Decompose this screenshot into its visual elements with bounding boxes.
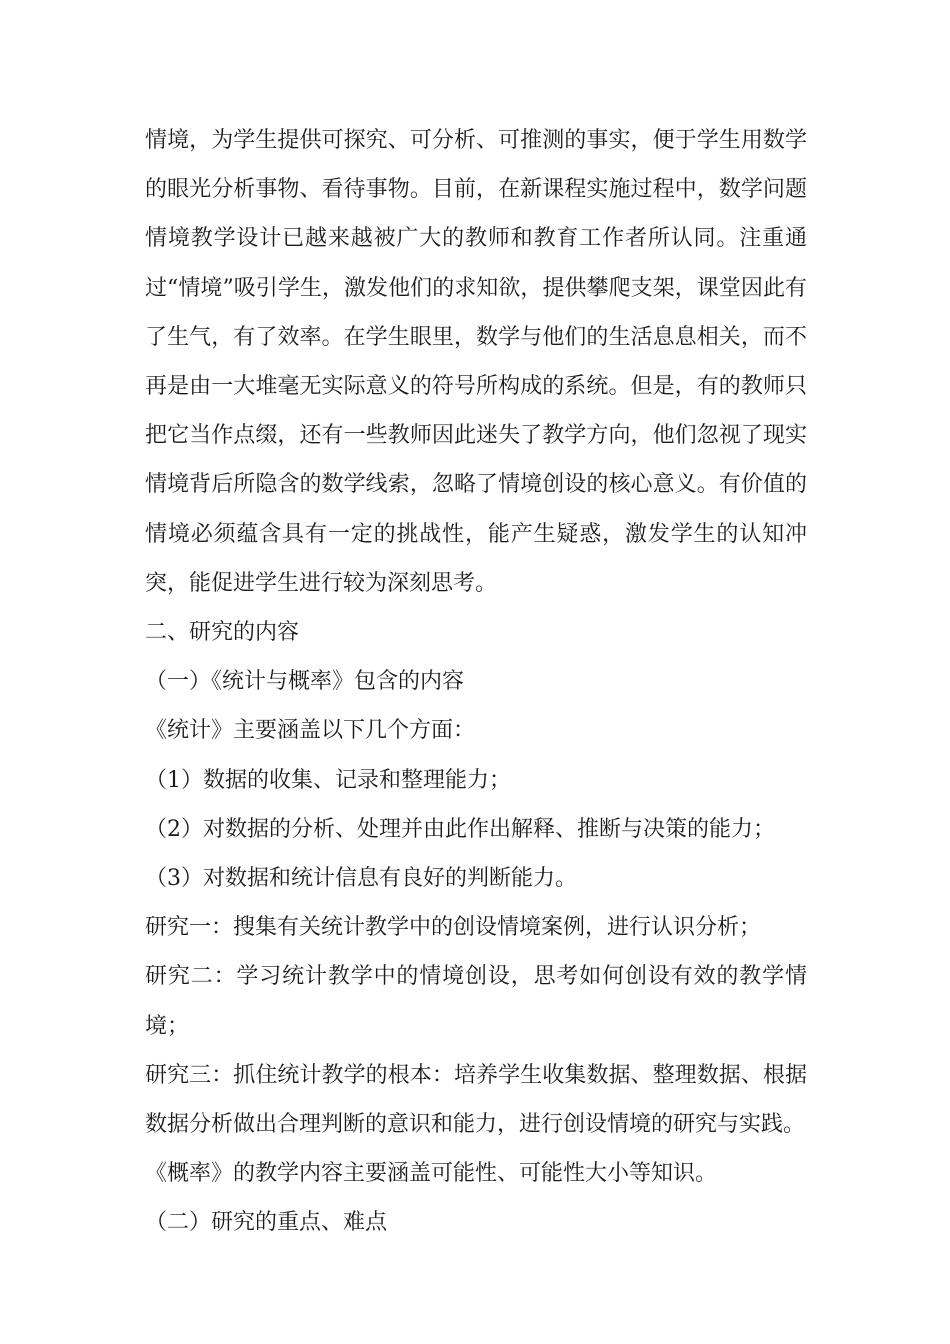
intro-paragraph: 情境，为学生提供可探究、可分析、可推测的事实，便于学生用数学的眼光分析事物、看待事物。目前，在新课程实施过程中，数学问题情境教学设计已越来越被广大的教师和教育工作者所认同。注重通过“情境”吸引学生，激发他们的求知欲，提供攀爬支架，课堂因此有了生气，有了效率。在学生眼里，数学与他们的生活息息相关，而不再是由一大堆毫无实际意义的符号所构成的系统。但是，有的教师只把它当作点缀，还有一些教师因此迷失了教学方向，他们忽视了现实情境背后所隐含的数学线索，忽略了情境创设的核心意义。有价值的情境必须蕴含具有一定的挑战性，能产生疑惑，激发学生的认知冲突，能促进学生进行较为深刻思考。 [145, 128, 807, 596]
stats-item-3: （3）对数据和统计信息有良好的判断能力。 [145, 866, 577, 892]
document-body [145, 116, 807, 1248]
stats-intro: 《统计》主要涵盖以下几个方面： [145, 718, 476, 744]
subsection-heading-1: （一）《统计与概率》包含的内容 [145, 669, 465, 695]
stats-item-2: （2）对数据的分析、处理并由此作出解释、推断与决策的能力； [145, 816, 775, 842]
subsection-heading-2: （二）研究的重点、难点 [145, 1210, 388, 1236]
research-item-3: 研究三：抓住统计教学的根本：培养学生收集数据、整理数据、根据数据分析做出合理判断的意识和能力，进行创设情境的研究与实践。 [145, 1062, 807, 1138]
probability-intro: 《概率》的教学内容主要涵盖可能性、可能性大小等知识。 [145, 1161, 718, 1187]
research-item-1: 研究一：搜集有关统计教学中的创设情境案例，进行认识分析； [145, 915, 762, 941]
stats-item-1: （1）数据的收集、记录和整理能力； [145, 767, 511, 793]
research-item-2: 研究二：学习统计教学中的情境创设，思考如何创设有效的教学情境； [145, 964, 807, 1039]
section-heading: 二、研究的内容 [145, 620, 300, 646]
